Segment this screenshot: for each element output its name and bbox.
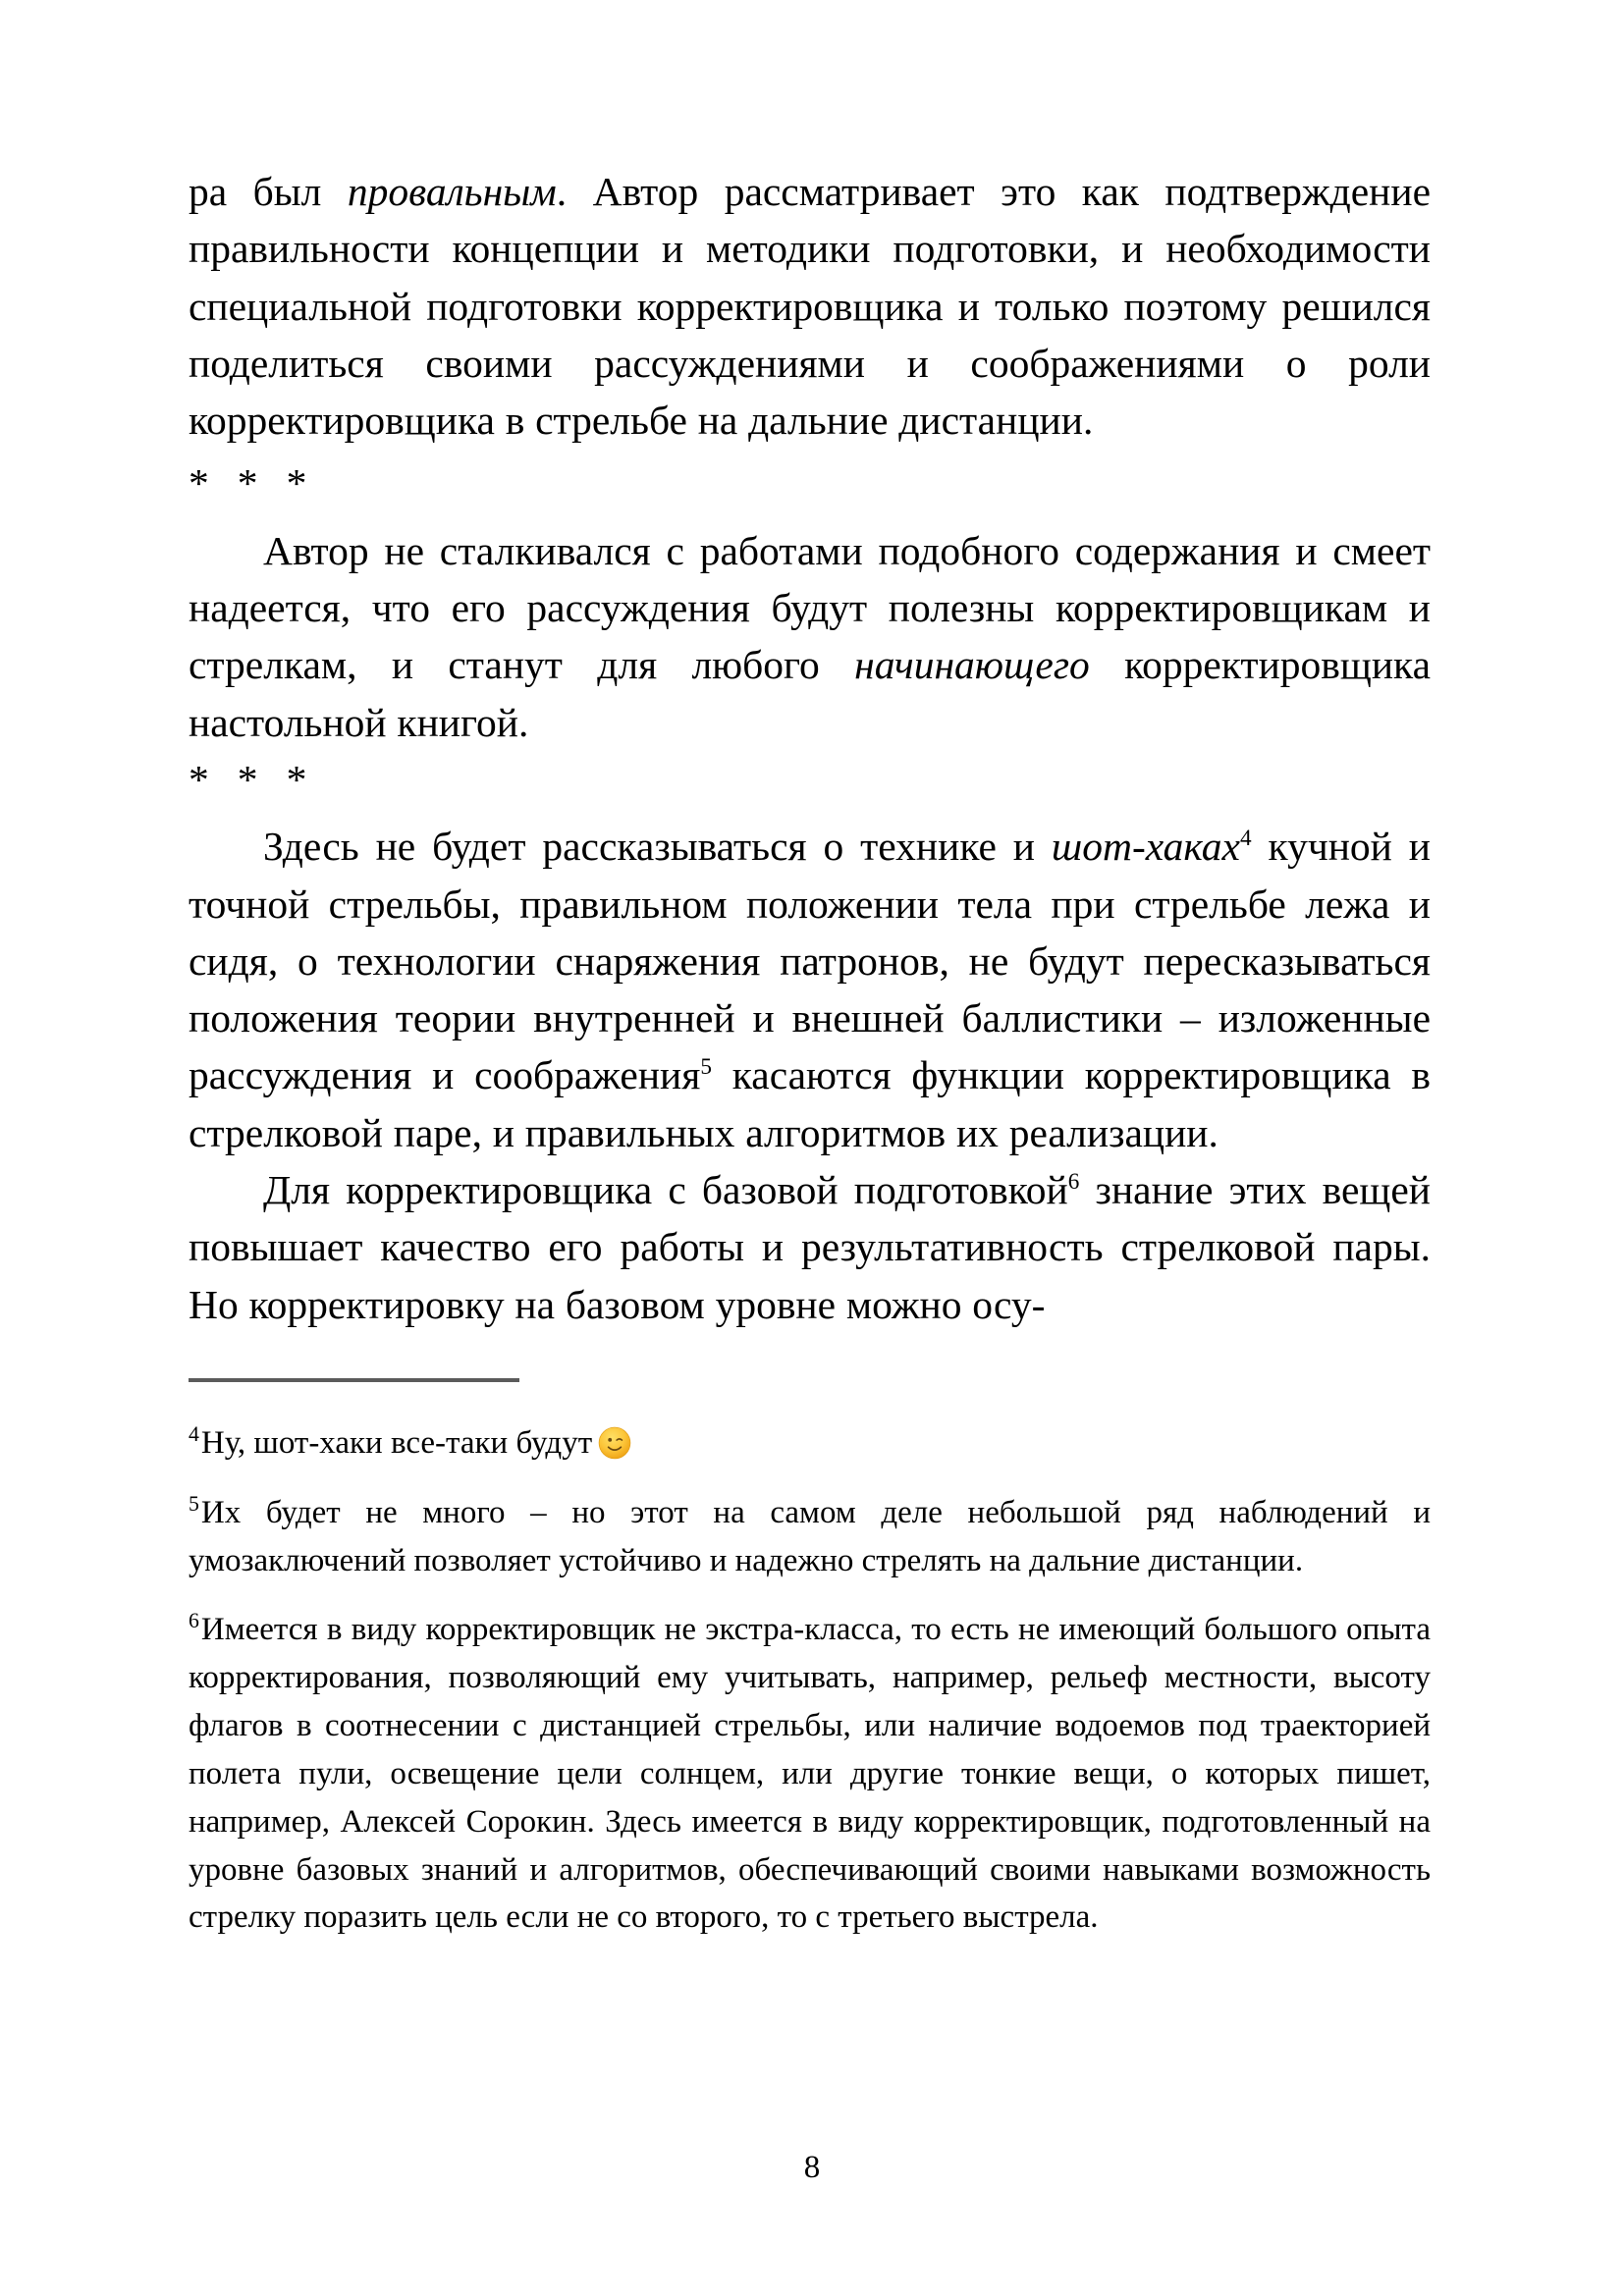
paragraph-4	[189, 1161, 1431, 1333]
body-text-block	[189, 163, 1431, 1333]
paragraph-1-lead: ра был	[189, 169, 348, 214]
footnote-6-number: 6	[189, 1609, 199, 1633]
paragraph-1-rest: . Автор рассматривает это как подтверждение правильности концепции и методики подготовки, и необходимости специальной подготовки корректировщика и только поэтому решился поделиться своими рассуждениями и соображениями о роли корректировщика в стрельбе на дальние дистанции.	[189, 169, 1431, 444]
paragraph-3	[189, 818, 1431, 1161]
footnotes-block	[189, 1378, 1431, 1942]
footnote-6	[189, 1606, 1431, 1942]
section-separator-1: * * *	[189, 460, 316, 507]
page-body-column	[189, 163, 1431, 1333]
footnote-6-text: Имеется в виду корректировщик не экстра-класса, то есть не имеющий большого опыта корректирования, позволяющий ему учитывать, например, рельеф местности, высоту флагов в соотнесении с дистанцией стрельбы, или наличие водоемов под траекторией полета пули, освещение цели солнцем, или другие тонкие вещи, о которых пишет, например, Алексей Сорокин. Здесь имеется в виду корректировщик, подготовленный на уровне базовых знаний и алгоритмов, обеспечивающий своими навыками возможность стрелку поразить цель если не со второго, то с третьего выстрела.	[189, 1612, 1431, 1936]
paragraph-4-part-2: знание этих вещей повышает качество его работы и результативность стрелковой пары. Но корректировку на базовом уровне можно осу-	[189, 1167, 1431, 1327]
footnote-5-number: 5	[189, 1491, 199, 1516]
footnote-ref-5[interactable]: 5	[700, 1054, 712, 1081]
paragraph-3-part-2: кучной и точной стрельбы, правильном положении тела при стрельбе лежа и сидя, о технологии снаряжения патронов, не будут пересказываться положения теории внутренней и внешней баллистики – изложенные рассуждения и соображения	[189, 824, 1431, 1098]
paragraph-2	[189, 522, 1431, 751]
footnote-4	[189, 1419, 1431, 1468]
footnote-5	[189, 1489, 1431, 1585]
paragraph-1-italic-phrase: провальным	[347, 169, 557, 214]
separator-spacer-bottom	[189, 512, 1431, 522]
footnote-5-text: Их будет не много – но этот на самом деле небольшой ряд наблюдений и умозаключений позволяет устойчиво и надежно стрелять на дальние дистанции.	[189, 1494, 1431, 1578]
section-separator-2: * * *	[189, 756, 316, 802]
paragraph-2-part-2: корректировщика настольной книгой.	[189, 642, 1431, 745]
footnote-separator-rule	[189, 1378, 519, 1382]
paragraph-3-italic-phrase: шот-хаках	[1051, 824, 1240, 870]
paragraph-1	[189, 163, 1431, 449]
page-number: 8	[803, 2150, 821, 2185]
footnote-4-number: 4	[189, 1422, 199, 1446]
footnote-ref-6[interactable]: 6	[1067, 1169, 1080, 1196]
separator-spacer-bottom-2	[189, 808, 1431, 818]
footnote-ref-4[interactable]: 4	[1239, 826, 1252, 852]
paragraph-2-part-1: Автор не сталкивался с работами подобного содержания и смеет надеется, что его рассуждения будут полезны корректировщикам и стрелкам, и станут для любого	[189, 527, 1431, 688]
paragraph-3-part-3: касаются функции корректировщика в стрелковой паре, и правильных алгоритмов их реализации.	[189, 1052, 1431, 1155]
paragraph-4-part-1: Для корректировщика с базовой подготовкой	[263, 1167, 1068, 1213]
paragraph-3-part-1: Здесь не будет рассказываться о технике и	[263, 824, 1052, 870]
footnote-4-text: Ну, шот-хаки все-таки будут	[200, 1425, 593, 1461]
winking-face-emoji	[598, 1426, 631, 1460]
paragraph-2-italic-phrase: начинающего	[854, 642, 1090, 688]
